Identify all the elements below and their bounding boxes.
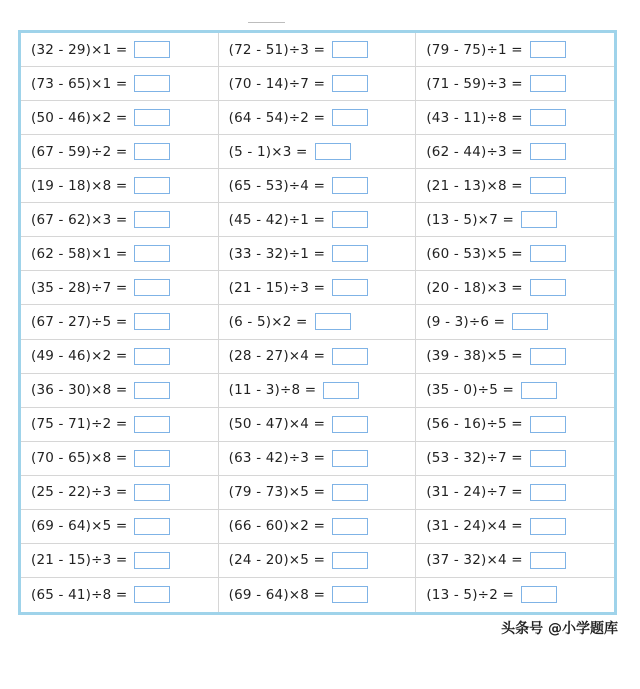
worksheet (18, 30, 617, 615)
problem-expression: (9 - 3)÷6 = (426, 313, 506, 330)
answer-input[interactable] (332, 416, 368, 433)
problem-cell (219, 544, 417, 578)
problem-cell (416, 33, 614, 67)
problem-cell (219, 374, 417, 408)
problem-cell (21, 271, 219, 305)
answer-input[interactable] (315, 143, 351, 160)
problem-expression: (50 - 47)×4 = (228, 416, 326, 433)
problem-cell (21, 374, 219, 408)
problem-expression: (21 - 15)÷3 = (31, 552, 128, 569)
problem-cell (416, 408, 614, 442)
problem-cell (21, 408, 219, 442)
answer-input[interactable] (530, 348, 566, 365)
problem-expression: (24 - 20)×5 = (228, 552, 326, 569)
answer-input[interactable] (332, 109, 368, 126)
answer-input[interactable] (530, 518, 566, 535)
answer-input[interactable] (332, 484, 368, 501)
problem-cell (21, 305, 219, 339)
problem-cell (219, 408, 417, 442)
problem-cell (416, 67, 614, 101)
problem-expression: (75 - 71)÷2 = (31, 416, 128, 433)
problem-expression: (60 - 53)×5 = (426, 245, 523, 262)
problem-cell (219, 101, 417, 135)
answer-input[interactable] (521, 211, 557, 228)
problem-expression: (49 - 46)×2 = (31, 348, 128, 365)
answer-input[interactable] (134, 416, 170, 433)
problem-cell (21, 203, 219, 237)
answer-input[interactable] (134, 211, 170, 228)
answer-input[interactable] (530, 450, 566, 467)
answer-input[interactable] (134, 75, 170, 92)
problem-expression: (33 - 32)÷1 = (228, 245, 326, 262)
problem-cell (416, 578, 614, 612)
answer-input[interactable] (134, 450, 170, 467)
problem-expression: (21 - 13)×8 = (426, 177, 523, 194)
problem-cell (416, 101, 614, 135)
problem-cell (219, 442, 417, 476)
problem-expression: (63 - 42)÷3 = (228, 450, 326, 467)
problem-expression: (11 - 3)÷8 = (228, 382, 317, 399)
problem-cell (219, 510, 417, 544)
answer-input[interactable] (530, 109, 566, 126)
problem-cell (416, 544, 614, 578)
problem-expression: (67 - 62)×3 = (31, 211, 128, 228)
problem-cell (21, 442, 219, 476)
problem-expression: (32 - 29)×1 = (31, 41, 128, 58)
answer-input[interactable] (332, 518, 368, 535)
answer-input[interactable] (530, 279, 566, 296)
problem-cell (416, 374, 614, 408)
answer-input[interactable] (530, 75, 566, 92)
problem-cell (21, 135, 219, 169)
answer-input[interactable] (521, 382, 557, 399)
answer-input[interactable] (530, 245, 566, 262)
answer-input[interactable] (134, 552, 170, 569)
answer-input[interactable] (332, 245, 368, 262)
answer-input[interactable] (134, 586, 170, 603)
answer-input[interactable] (134, 279, 170, 296)
problem-expression: (62 - 44)÷3 = (426, 143, 523, 160)
answer-input[interactable] (530, 41, 566, 58)
answer-input[interactable] (332, 41, 368, 58)
answer-input[interactable] (134, 518, 170, 535)
answer-input[interactable] (332, 177, 368, 194)
problem-expression: (62 - 58)×1 = (31, 245, 128, 262)
problem-expression: (21 - 15)÷3 = (228, 279, 326, 296)
problem-cell (219, 237, 417, 271)
problem-expression: (43 - 11)÷8 = (426, 109, 523, 126)
answer-input[interactable] (512, 313, 548, 330)
problem-expression: (64 - 54)÷2 = (228, 109, 326, 126)
answer-input[interactable] (521, 586, 557, 603)
answer-input[interactable] (332, 450, 368, 467)
answer-input[interactable] (332, 586, 368, 603)
problem-expression: (70 - 14)÷7 = (228, 75, 326, 92)
problem-expression: (13 - 5)÷2 = (426, 586, 514, 603)
problem-grid (21, 33, 614, 612)
answer-input[interactable] (530, 552, 566, 569)
problem-expression: (31 - 24)÷7 = (426, 484, 523, 501)
problem-cell (416, 271, 614, 305)
answer-input[interactable] (332, 279, 368, 296)
problem-cell (416, 169, 614, 203)
problem-expression: (67 - 59)÷2 = (31, 143, 128, 160)
problem-expression: (28 - 27)×4 = (228, 348, 326, 365)
problem-cell (219, 135, 417, 169)
problem-expression: (35 - 28)÷7 = (31, 279, 128, 296)
problem-cell (219, 305, 417, 339)
problem-cell (416, 476, 614, 510)
problem-cell (416, 135, 614, 169)
problem-expression: (53 - 32)÷7 = (426, 450, 523, 467)
problem-cell (219, 340, 417, 374)
answer-input[interactable] (332, 552, 368, 569)
problem-expression: (67 - 27)÷5 = (31, 313, 128, 330)
problem-cell (219, 271, 417, 305)
problem-cell (21, 101, 219, 135)
problem-expression: (69 - 64)×5 = (31, 518, 128, 535)
watermark: 头条号 @小学题库 (501, 621, 618, 637)
problem-expression: (19 - 18)×8 = (31, 177, 128, 194)
problem-cell (21, 510, 219, 544)
answer-input[interactable] (134, 109, 170, 126)
answer-input[interactable] (134, 143, 170, 160)
top-divider (248, 22, 285, 23)
answer-input[interactable] (332, 211, 368, 228)
problem-cell (219, 203, 417, 237)
problem-expression: (73 - 65)×1 = (31, 75, 128, 92)
problem-cell (21, 67, 219, 101)
answer-input[interactable] (134, 484, 170, 501)
answer-input[interactable] (315, 313, 351, 330)
problem-expression: (66 - 60)×2 = (228, 518, 326, 535)
problem-expression: (71 - 59)÷3 = (426, 75, 523, 92)
problem-cell (21, 237, 219, 271)
answer-input[interactable] (134, 245, 170, 262)
problem-expression: (56 - 16)÷5 = (426, 416, 523, 433)
problem-expression: (31 - 24)×4 = (426, 518, 523, 535)
problem-expression: (72 - 51)÷3 = (228, 41, 326, 58)
problem-cell (219, 578, 417, 612)
problem-cell (21, 544, 219, 578)
problem-cell (416, 442, 614, 476)
problem-expression: (50 - 46)×2 = (31, 109, 128, 126)
problem-cell (219, 33, 417, 67)
problem-expression: (39 - 38)×5 = (426, 348, 523, 365)
problem-expression: (79 - 73)×5 = (228, 484, 326, 501)
answer-input[interactable] (134, 177, 170, 194)
answer-input[interactable] (134, 348, 170, 365)
problem-expression: (5 - 1)×3 = (228, 143, 308, 160)
problem-expression: (65 - 53)÷4 = (228, 177, 326, 194)
problem-cell (416, 305, 614, 339)
problem-expression: (45 - 42)÷1 = (228, 211, 326, 228)
problem-cell (416, 203, 614, 237)
answer-input[interactable] (530, 143, 566, 160)
problem-cell (21, 578, 219, 612)
problem-expression: (6 - 5)×2 = (228, 313, 308, 330)
problem-expression: (25 - 22)÷3 = (31, 484, 128, 501)
problem-expression: (69 - 64)×8 = (228, 586, 326, 603)
problem-cell (219, 476, 417, 510)
answer-input[interactable] (530, 484, 566, 501)
answer-input[interactable] (134, 382, 170, 399)
problem-expression: (37 - 32)×4 = (426, 552, 523, 569)
problem-expression: (20 - 18)×3 = (426, 279, 523, 296)
problem-cell (21, 33, 219, 67)
answer-input[interactable] (530, 177, 566, 194)
problem-expression: (70 - 65)×8 = (31, 450, 128, 467)
answer-input[interactable] (134, 41, 170, 58)
problem-cell (219, 67, 417, 101)
answer-input[interactable] (530, 416, 566, 433)
problem-cell (219, 169, 417, 203)
problem-expression: (13 - 5)×7 = (426, 211, 514, 228)
problem-cell (21, 476, 219, 510)
problem-expression: (79 - 75)÷1 = (426, 41, 523, 58)
problem-cell (416, 237, 614, 271)
problem-expression: (65 - 41)÷8 = (31, 586, 128, 603)
problem-expression: (36 - 30)×8 = (31, 382, 128, 399)
problem-cell (21, 340, 219, 374)
answer-input[interactable] (134, 313, 170, 330)
answer-input[interactable] (332, 348, 368, 365)
problem-expression: (35 - 0)÷5 = (426, 382, 514, 399)
answer-input[interactable] (323, 382, 359, 399)
problem-cell (416, 340, 614, 374)
problem-cell (21, 169, 219, 203)
answer-input[interactable] (332, 75, 368, 92)
problem-cell (416, 510, 614, 544)
